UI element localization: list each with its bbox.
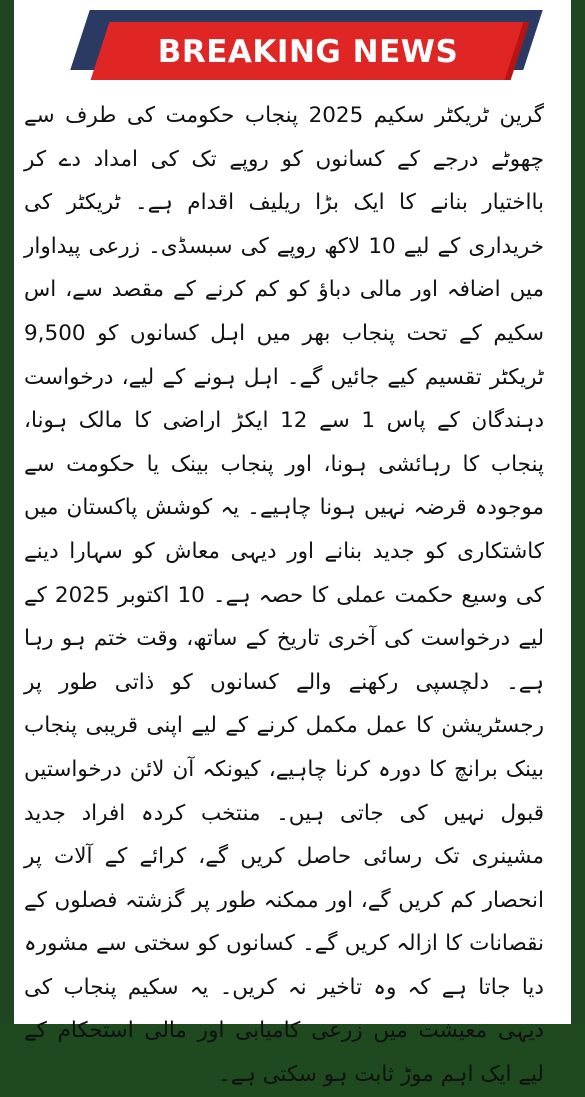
banner-title: BREAKING NEWS — [157, 34, 459, 70]
article-paragraph: گرین ٹریکٹر سکیم 2025 پنجاب حکومت کی طرف سے چھوٹے درجے کے کسانوں کو روپے تک کی امداد دے کر بااختیار بنانے کا ایک بڑا ریلیف اقدام ہے۔ ٹریکٹر کی خریداری کے لیے 10 لاکھ روپے کی سبسڈی۔ زرعی پیداوار میں اضافہ اور مالی دباؤ کو کم کرنے کے مقصد سے، اس سکیم کے تحت پنجاب بھر میں اہل کسانوں کو 9,500 ٹریکٹر تقسیم کیے جائیں گے۔ اہل ہونے کے لیے، درخواست دہندگان کے پاس 1 سے 12 ایکڑ اراضی کا مالک ہونا، پنجاب کا رہائشی ہونا، اور پنجاب بینک یا حکومت سے موجودہ قرضہ نہیں ہونا چاہیے۔ یہ کوشش پاکستان میں کاشتکاری کو جدید بنانے اور دیہی معاش کو سہارا دینے کی وسیع حکمت عملی کا حصہ ہے۔ 10 اکتوبر 2025 کے لیے درخواست کی آخری تاریخ کے ساتھ، وقت ختم ہو رہا ہے۔ دلچسپی رکھنے والے کسانوں کو ذاتی طور پر رجسٹریشن کا عمل مکمل کرنے کے لیے اپنی قریبی پنجاب بینک برانچ کا دورہ کرنا چاہیے، کیونکہ آن لائن درخواستیں قبول نہیں کی جاتی ہیں۔ منتخب کردہ افراد جدید مشینری تک رسائی حاصل کریں گے، کرائے کے آلات پر انحصار کم کریں گے، اور ممکنہ طور پر گزشتہ فصلوں کے نقصانات کا ازالہ کریں گے۔ کسانوں کو سختی سے مشورہ دیا جاتا ہے کہ وہ تاخیر نہ کریں۔ یہ سکیم پنجاب کی دیہی معیشت میں زرعی کامیابی اور مالی استحکام کے لیے ایک اہم موڑ ثابت ہو سکتی ہے۔ — [24, 103, 545, 1088]
breaking-news-banner — [80, 10, 533, 82]
article-body — [24, 94, 544, 1097]
